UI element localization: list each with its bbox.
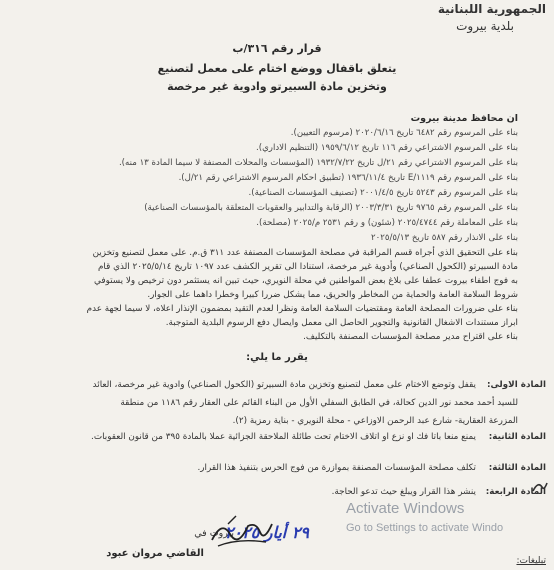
article-3-label: المادة الثالثة: bbox=[488, 463, 546, 473]
preamble-line: بناء على الانذار رقم ٥٨٧ تاريخ ٢٠٢٥/٥/١٣ bbox=[371, 233, 518, 243]
preamble-line: بناء على المعاملة رقم ٢٠٢٥/٤٧٤٤ (شئون) و رقم ٢٥٣١ م/٢٠٢٥ (مصلحة). bbox=[256, 218, 518, 228]
article-1-text: يقفل وتوضع الاختام على معمل لتصنيع وتخزين مادة السبيرتو (الكحول الصناعي) وادوية غير مرخصة، العائد bbox=[92, 380, 476, 390]
margin-mark bbox=[530, 477, 550, 497]
preamble-line: بناء على المرسوم رقم ٥٢٤٣ تاريخ ٢٠٠١/٤/٥ (تصنيف المؤسسات الصناعية). bbox=[248, 188, 518, 198]
preamble-line: بناء على المرسوم رقم ٩٧٦٥ تاريخ ٢٠٠٣/٣/٣١ (الرقابة والتدابير والعقوبات المتعلقة بالمؤسسات الصناعية) bbox=[144, 203, 518, 213]
activate-windows-subtitle: Go to Settings to activate Windo bbox=[346, 522, 504, 534]
preamble-line: بناء على المرسوم رقم ٦٤٨٢ تاريخ ٢٠٢٠/٦/١٦ (مرسوم التعيين). bbox=[290, 128, 518, 138]
article-4-label: المادة الرابعة: bbox=[485, 487, 546, 497]
preamble-paragraph-line: بناء على اقتراح مدير مصلحة المؤسسات المصنفة بالتكليف. bbox=[303, 332, 518, 342]
article-3-text: تكلف مصلحة المؤسسات المصنفة بموازرة من فوج الحرس بتنفيذ هذا القرار. bbox=[197, 463, 476, 473]
activate-windows-title: Activate Windows bbox=[346, 500, 465, 517]
article-1-label: المادة الاولى: bbox=[486, 380, 546, 390]
preamble-paragraph-line: ابراز مستندات الاشغال القانونية والتجوير الحاصل الى معمل وايصال دفع الرسوم البلدية المتوجبة. bbox=[165, 318, 518, 328]
article-2-text: يمنع منعا باتا فك او نزع او اتلاف الاختام تحت طائلة الملاحقة الجزائية عملا بالمادة ٣٩٥ من قانون العقوبات. bbox=[91, 432, 476, 442]
preamble-opening: ان محافظ مدينة بيروت bbox=[410, 113, 518, 124]
preamble-paragraph-line: شروط السلامة العامة والحماية من المخاطر والحريق، مما يشكل ضررا كبيرا وخطرا داهما على الجوار. bbox=[147, 290, 518, 300]
decision-subject-line2: وتخزين مادة السبيرتو وادوية غير مرخصة bbox=[167, 80, 387, 93]
handwritten-date: ٢٩ أيار ٢٠٢٥ bbox=[224, 523, 309, 542]
article-2-label: المادة الثانية: bbox=[488, 432, 546, 442]
preamble-line: بناء على المرسوم الاشتراعي رقم ٢١/ل تاريخ ١٩٣٢/٧/٢٢ (المؤسسات والمحلات المصنفة لا سيما المادة ١٣ منه). bbox=[118, 158, 518, 168]
preamble-paragraph-line: مادة السبيرتو (الكحول الصناعي) وأدوية غير مرخصة، استنادا الى تقرير الكشف عدد ١٠٩٧ تاريخ ٢٠٢٥/٥/١٤ الذي قام bbox=[97, 262, 518, 272]
article-4-text: ينشر هذا القرار ويبلغ حيث تدعو الحاجة. bbox=[331, 487, 476, 497]
preamble-line: بناء على المرسوم الاشتراعي رقم ١١٦ تاريخ ١٩٥٩/٦/١٢ (التنظيم الاداري). bbox=[256, 143, 518, 153]
signature-scribble bbox=[208, 512, 278, 552]
preamble-paragraph-line: بناء على ضرورات المصلحة العامة ومقتضيات السلامة العامة ونظرا لعدم التقيد بمضمون الإنذار اعلاه، لا سيما لجهة عدم bbox=[86, 304, 518, 314]
decides-heading: يقرر ما يلي: bbox=[246, 352, 308, 363]
decision-number: قرار رقم ٣١٦/ب bbox=[232, 42, 322, 55]
decision-subject-line1: يتعلق باقفال ووضع اختام على معمل لتصنيع bbox=[157, 62, 397, 75]
preamble-paragraph-line: به فوج اطفاء بيروت عطفا على بلاغ بعض المواطنين في محلة النويري، حيث تبين انه يستثمر دون ترخيص ولا يستوفي bbox=[94, 276, 518, 286]
preamble-paragraph-line: بناء على التحقيق الذي أجراه قسم المراقبة في مصلحة المؤسسات المصنفة عدد ٣١١ ق.م. على معمل لتصنيع وتخزين bbox=[92, 248, 518, 258]
signer-name: القاضي مروان عبود bbox=[106, 548, 204, 559]
municipality-header: بلدية بيروت bbox=[456, 19, 514, 33]
article-1-text: للسيد أحمد محمد نور الدين كحالة، في الطابق السفلي الأول من البناء القائم على العقار رقم ١١٨٦ من منطقة bbox=[120, 398, 518, 408]
country-header: الجمهورية اللبنانية bbox=[437, 2, 546, 16]
notifications-label: تبليغات: bbox=[516, 556, 546, 566]
signature-place: بيروت في bbox=[194, 528, 234, 539]
article-1-text: المزرعة العقارية- شارع عبد الرحمن الاوزاعي - محلة النويري - بناية رمزية (٢). bbox=[232, 416, 518, 426]
preamble-line: بناء على المرسوم رقم ١١١٩/E تاريخ ١٩٣٦/١١/٤ (تطبيق احكام المرسوم الاشتراعي رقم ٢١/ل). bbox=[178, 173, 518, 183]
